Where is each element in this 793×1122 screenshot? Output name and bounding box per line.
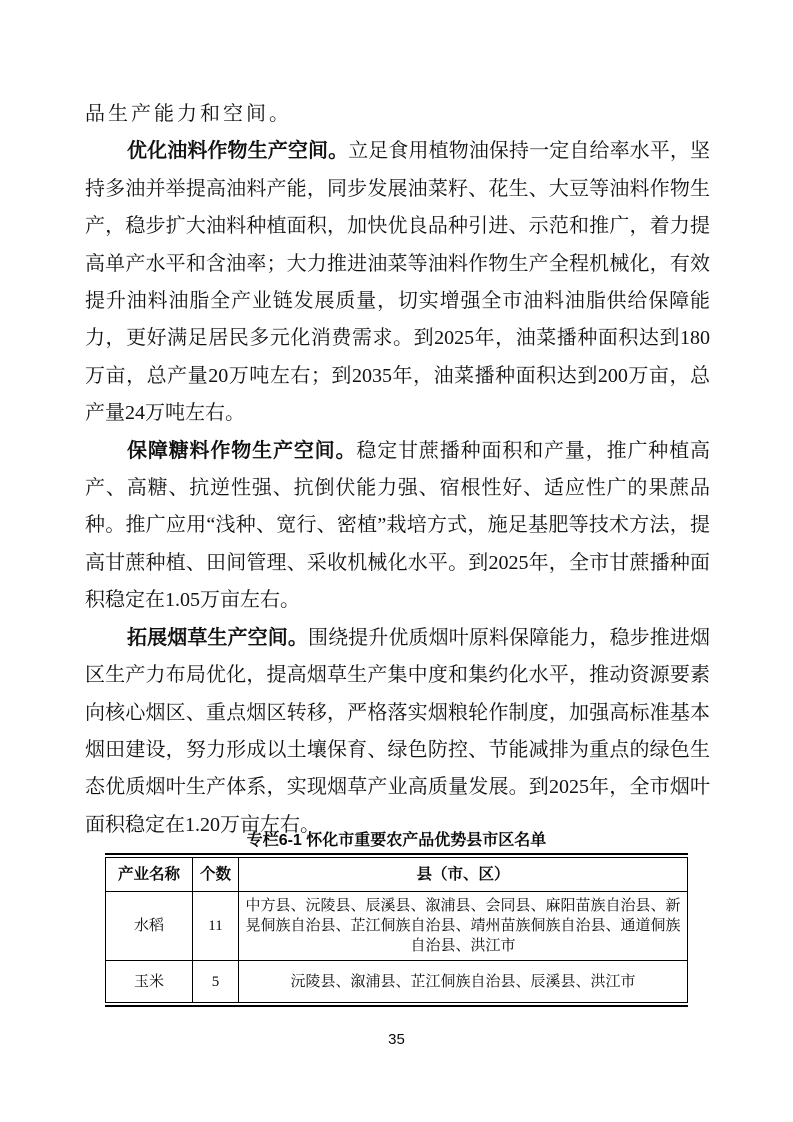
paragraph-text: 围绕提升优质烟叶原料保障能力，稳步推进烟区生产力布局优化，提高烟草生产集中度和集约化水平，推动资源要素向核心烟区、重点烟区转移，严格落实烟粮轮作制度，加强高标准基本烟田建设，努力形成以土壤保育、绿色防控、节能减排为重点的绿色生态优质烟叶生产体系，实现烟草产业高质量发展。到2025年，全市烟叶面积稳定在1.20万亩左右。 [85, 626, 711, 836]
body-text [85, 96, 710, 844]
cell-regions: 沅陵县、溆浦县、芷江侗族自治县、辰溪县、洪江市 [239, 961, 688, 1003]
paragraph-oilseed [85, 133, 710, 432]
cell-regions: 中方县、沅陵县、辰溪县、溆浦县、会同县、麻阳苗族自治县、新晃侗族自治县、芷江侗族自治县、靖州苗族侗族自治县、通道侗族自治县、洪江市 [239, 892, 688, 961]
paragraph-text: 品生产能力和空间。 [85, 103, 292, 125]
advantage-regions-table-frame [105, 853, 688, 1007]
cell-industry: 玉米 [106, 961, 193, 1003]
table-row [106, 892, 688, 961]
paragraph-lead: 拓展烟草生产空间。 [127, 626, 308, 649]
col-header-industry: 产业名称 [106, 858, 193, 892]
table-header-row [106, 858, 688, 892]
advantage-regions-table [105, 857, 688, 1003]
cell-count: 5 [193, 961, 239, 1003]
cell-industry: 水稻 [106, 892, 193, 961]
paragraph-text: 稳定甘蔗播种面积和产量，推广种植高产、高糖、抗逆性强、抗倒伏能力强、宿根性好、适应性广的果蔗品种。推广应用“浅种、宽行、密植”栽培方式，施足基肥等技术方法，提高甘蔗种植、田间管理、采收机械化水平。到2025年，全市甘蔗播种面积稳定在1.05万亩左右。 [85, 439, 711, 612]
table-row [106, 961, 688, 1003]
col-header-count: 个数 [193, 858, 239, 892]
paragraph-continuation [85, 96, 710, 133]
paragraph-sugar [85, 433, 710, 620]
col-header-regions: 县（市、区） [239, 858, 688, 892]
paragraph-text: 立足食用植物油保持一定自给率水平，坚持多油并举提高油料产能，同步发展油菜籽、花生、大豆等油料作物生产，稳步扩大油料种植面积，加快优良品种引进、示范和推广，着力提高单产水平和含油率；大力推进油菜等油料作物生产全程机械化，有效提升油料油脂全产业链发展质量，切实增强全市油料油脂供给保障能力，更好满足居民多元化消费需求。到2025年，油菜播种面积达到180万亩，总产量20万吨左右；到2035年，油菜播种面积达到200万亩，总产量24万吨左右。 [85, 140, 711, 425]
cell-count: 11 [193, 892, 239, 961]
paragraph-lead: 优化油料作物生产空间。 [127, 140, 349, 163]
table-caption: 专栏6-1 怀化市重要农产品优势县市区名单 [246, 832, 547, 849]
page-number: 35 [388, 1031, 405, 1048]
paragraph-tobacco [85, 620, 710, 844]
paragraph-lead: 保障糖料作物生产空间。 [127, 439, 357, 462]
